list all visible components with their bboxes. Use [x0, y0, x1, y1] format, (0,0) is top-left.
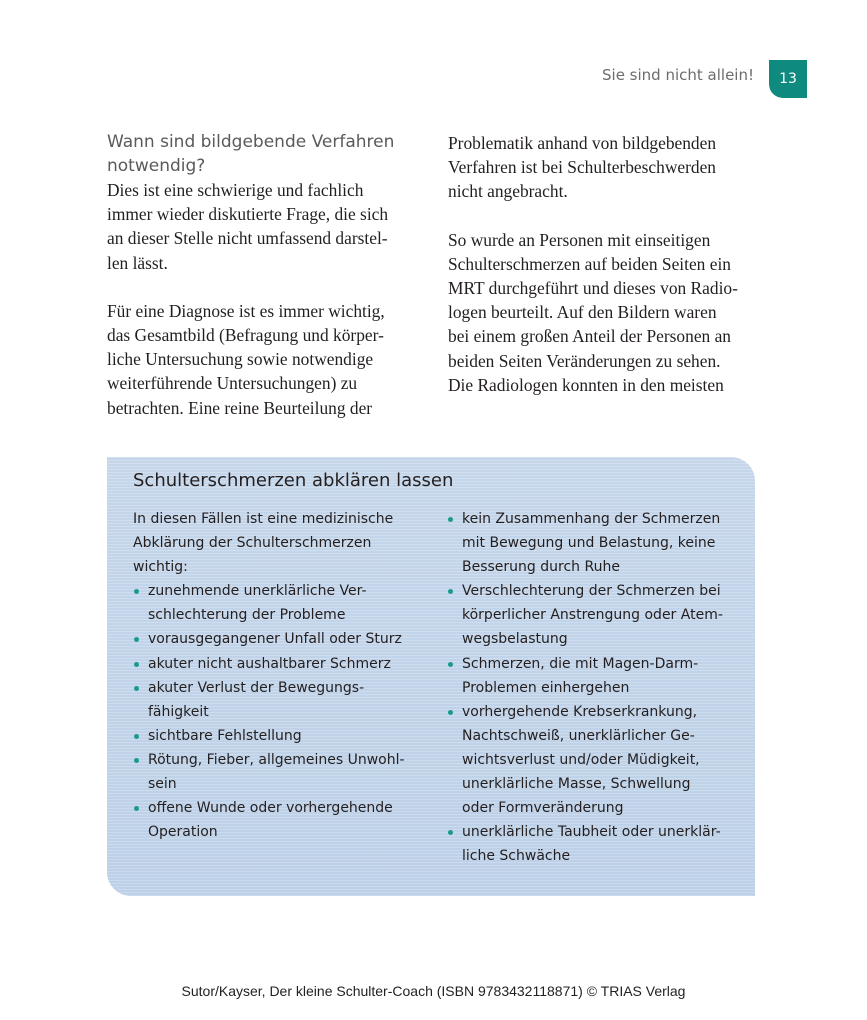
bullet-list-item: [447, 579, 737, 651]
bullet-item-line: zunehmende unerklärliche Ver-: [148, 583, 367, 600]
bullet-item-line: Problemen einhergehen: [462, 679, 630, 696]
text-line: Für eine Diagnose ist es immer wichtig,: [107, 300, 385, 321]
bullet-item-line: vorhergehende Krebserkrankung,: [462, 703, 698, 720]
info-box: [107, 457, 755, 896]
bullet-list-item: [133, 676, 433, 724]
left-paragraph-1: [107, 178, 417, 275]
copyright-footer: Sutor/Kayser, Der kleine Schulter-Coach (ISBN 9783432118871) © TRIAS Verlag: [181, 983, 686, 999]
bullet-item-line: Besserung durch Ruhe: [462, 559, 620, 576]
bullet-list-item: [133, 748, 433, 796]
bullet-item-line: sein: [148, 776, 177, 793]
bullet-item-line: unerklärliche Masse, Schwellung: [462, 776, 691, 793]
bullet-item-line: Schmerzen, die mit Magen-Darm-: [462, 655, 699, 672]
text-line: an dieser Stelle nicht umfassend darstel-: [107, 228, 388, 249]
text-line: Dies ist eine schwierige und fachlich: [107, 180, 364, 200]
bullet-dot-icon: [448, 662, 453, 667]
bullet-item-line: offene Wunde oder vorhergehende: [148, 800, 393, 817]
bullet-dot-icon: [134, 637, 139, 642]
bullet-item-line: Nachtschweiß, unerklärlicher Ge-: [462, 727, 695, 744]
bullet-list-item: [133, 724, 433, 748]
text-line: weiterführende Untersuchungen) zu: [107, 373, 358, 394]
bullet-dot-icon: [448, 517, 453, 522]
bullet-dot-icon: [134, 734, 139, 739]
bullet-item-line: Rötung, Fieber, allgemeines Unwohl-: [148, 751, 405, 768]
text-line: das Gesamtbild (Befragung und körper-: [107, 325, 384, 346]
info-box-left-list: [133, 579, 433, 844]
bullet-list-item: [447, 820, 737, 868]
right-paragraph-1: [448, 131, 758, 204]
text-line: Die Radiologen konnten in den meisten: [448, 374, 724, 395]
bullet-list-item: [133, 652, 433, 676]
text-line: In diesen Fällen ist eine medizinische: [133, 511, 394, 527]
text-line: len lässt.: [107, 252, 168, 273]
bullet-item-line: schlechterung der Probleme: [148, 607, 346, 624]
bullet-item-line: körperlicher Anstrengung oder Atem-: [462, 607, 723, 624]
text-line: Verfahren ist bei Schulterbeschwerden: [448, 157, 716, 178]
bullet-dot-icon: [134, 589, 139, 594]
bullet-list-item: [447, 652, 737, 700]
bullet-item-line: wegsbelastung: [462, 631, 568, 648]
bullet-dot-icon: [134, 662, 139, 667]
info-box-title: Schulterschmerzen abklären lassen: [133, 470, 454, 491]
bullet-list-item: [133, 796, 433, 844]
bullet-list-item: [133, 627, 433, 651]
bullet-item-line: Operation: [148, 824, 218, 841]
right-text-column: [448, 131, 758, 397]
bullet-list-item: [133, 579, 433, 627]
bullet-item-line: vorausgegangener Unfall oder Sturz: [148, 631, 402, 648]
bullet-item-line: kein Zusammenhang der Schmerzen: [462, 511, 721, 527]
bullet-list-item: [447, 700, 737, 820]
info-box-right-list: [447, 507, 737, 868]
bullet-item-line: akuter Verlust der Bewegungs-: [148, 679, 365, 696]
text-line: Problematik anhand von bildgebenden: [448, 133, 717, 153]
bullet-item-line: sichtbare Fehlstellung: [148, 727, 302, 744]
running-header-title: Sie sind nicht allein!: [602, 66, 754, 84]
text-line: So wurde an Personen mit einseitigen: [448, 229, 711, 250]
text-line: betrachten. Eine reine Beurteilung der: [107, 397, 373, 418]
right-paragraph-2: [448, 228, 758, 397]
bullet-dot-icon: [134, 758, 139, 763]
text-line: immer wieder diskutierte Frage, die sich: [107, 204, 389, 225]
text-line: beiden Seiten Veränderungen zu sehen.: [448, 350, 721, 371]
bullet-item-line: liche Schwäche: [462, 848, 571, 865]
text-line: Abklärung der Schulterschmerzen: [133, 535, 372, 552]
text-line: Schulterschmerzen auf beiden Seiten ein: [448, 253, 731, 274]
bullet-dot-icon: [134, 686, 139, 691]
bullet-item-line: mit Bewegung und Belastung, keine: [462, 535, 716, 552]
text-line: MRT durchgeführt und dieses von Radio-: [448, 278, 738, 299]
section-subheading: [107, 130, 417, 178]
text-line: Wann sind bildgebende Verfahren: [107, 132, 395, 152]
text-line: bei einem großen Anteil der Personen an: [448, 326, 731, 347]
info-box-right-column: [447, 507, 737, 868]
left-paragraph-2: [107, 299, 417, 420]
text-line: notwendig?: [107, 156, 206, 176]
left-text-column: [107, 130, 417, 420]
bullet-item-line: oder Formveränderung: [462, 800, 624, 817]
bullet-item-line: wichtsverlust und/oder Müdigkeit,: [462, 751, 700, 768]
info-box-intro: [133, 507, 433, 579]
text-line: logen beurteilt. Auf den Bildern waren: [448, 302, 717, 323]
text-line: wichtig:: [133, 559, 188, 576]
text-line: nicht angebracht.: [448, 181, 568, 202]
bullet-item-line: unerklärliche Taubheit oder unerklär-: [462, 824, 721, 841]
text-line: liche Untersuchung sowie notwendige: [107, 349, 374, 370]
bullet-item-line: Verschlechterung der Schmerzen bei: [462, 583, 721, 600]
page-number-tab: 13: [769, 60, 807, 98]
bullet-item-line: fähigkeit: [148, 703, 209, 720]
info-box-left-column: [133, 507, 433, 844]
bullet-dot-icon: [448, 589, 453, 594]
bullet-list-item: [447, 507, 737, 579]
bullet-dot-icon: [448, 830, 453, 835]
bullet-dot-icon: [134, 806, 139, 811]
bullet-dot-icon: [448, 710, 453, 715]
bullet-item-line: akuter nicht aushaltbarer Schmerz: [148, 655, 391, 672]
